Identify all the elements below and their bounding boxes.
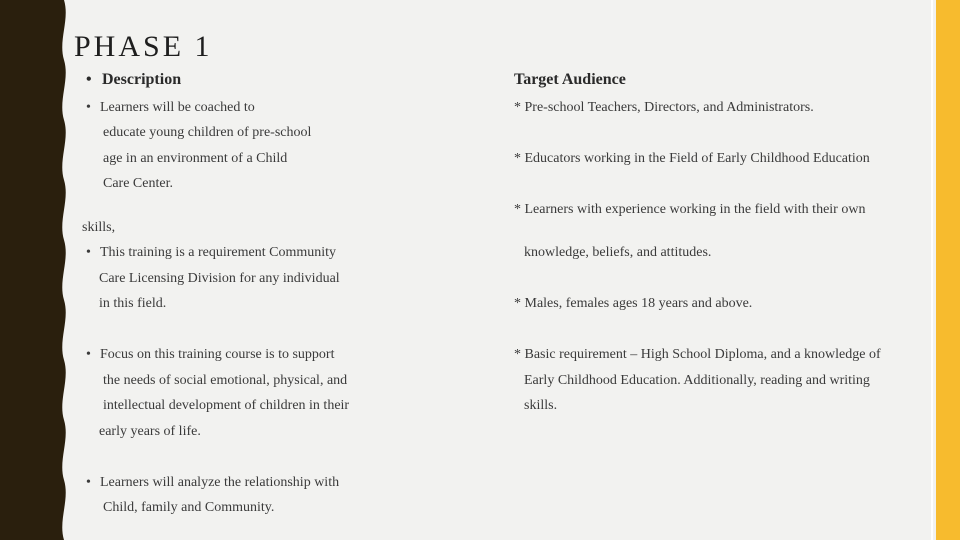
description-line: Learners will analyze the relationship with [100, 475, 340, 490]
decorative-left-band [0, 0, 75, 540]
audience-line: * Educators working in the Field of Early Childhood Education [514, 151, 870, 166]
description-line: This training is a requirement Community [100, 245, 337, 260]
audience-line: * Basic requirement – High School Diploma, and a knowledge of [514, 347, 881, 362]
bullet-icon: • [86, 71, 92, 88]
description-line: Focus on this training course is to support [100, 347, 335, 362]
bullet-icon: • [86, 100, 91, 115]
target-audience-heading: Target Audience [514, 71, 626, 88]
description-line: intellectual development of children in their [103, 398, 350, 413]
audience-line: * Males, females ages 18 years and above. [514, 296, 753, 311]
audience-line: Early Childhood Education. Additionally, reading and writing [524, 373, 870, 388]
description-line: in this field. [99, 296, 167, 311]
decorative-right-bar [936, 0, 960, 540]
description-line: Care Licensing Division for any individual [99, 271, 340, 286]
bullet-icon: • [86, 347, 91, 362]
audience-line: * Learners with experience working in the field with their own [514, 202, 866, 217]
description-heading: Description [102, 71, 182, 88]
description-line: the needs of social emotional, physical, and [103, 373, 348, 388]
bullet-icon: • [86, 475, 91, 490]
description-line: age in an environment of a Child [103, 151, 288, 166]
bullet-icon: • [86, 245, 91, 260]
decorative-right-line [931, 0, 933, 540]
description-line: skills, [82, 220, 116, 235]
slide-title: PHASE 1 [74, 30, 213, 63]
description-line: Care Center. [103, 176, 173, 191]
audience-line: skills. [524, 398, 558, 413]
description-line: Learners will be coached to [100, 100, 255, 115]
description-line: early years of life. [99, 424, 201, 439]
description-line: educate young children of pre-school [103, 125, 312, 140]
audience-line: knowledge, beliefs, and attitudes. [524, 245, 712, 260]
description-line: Child, family and Community. [103, 500, 275, 515]
audience-line: * Pre-school Teachers, Directors, and Administrators. [514, 100, 814, 115]
